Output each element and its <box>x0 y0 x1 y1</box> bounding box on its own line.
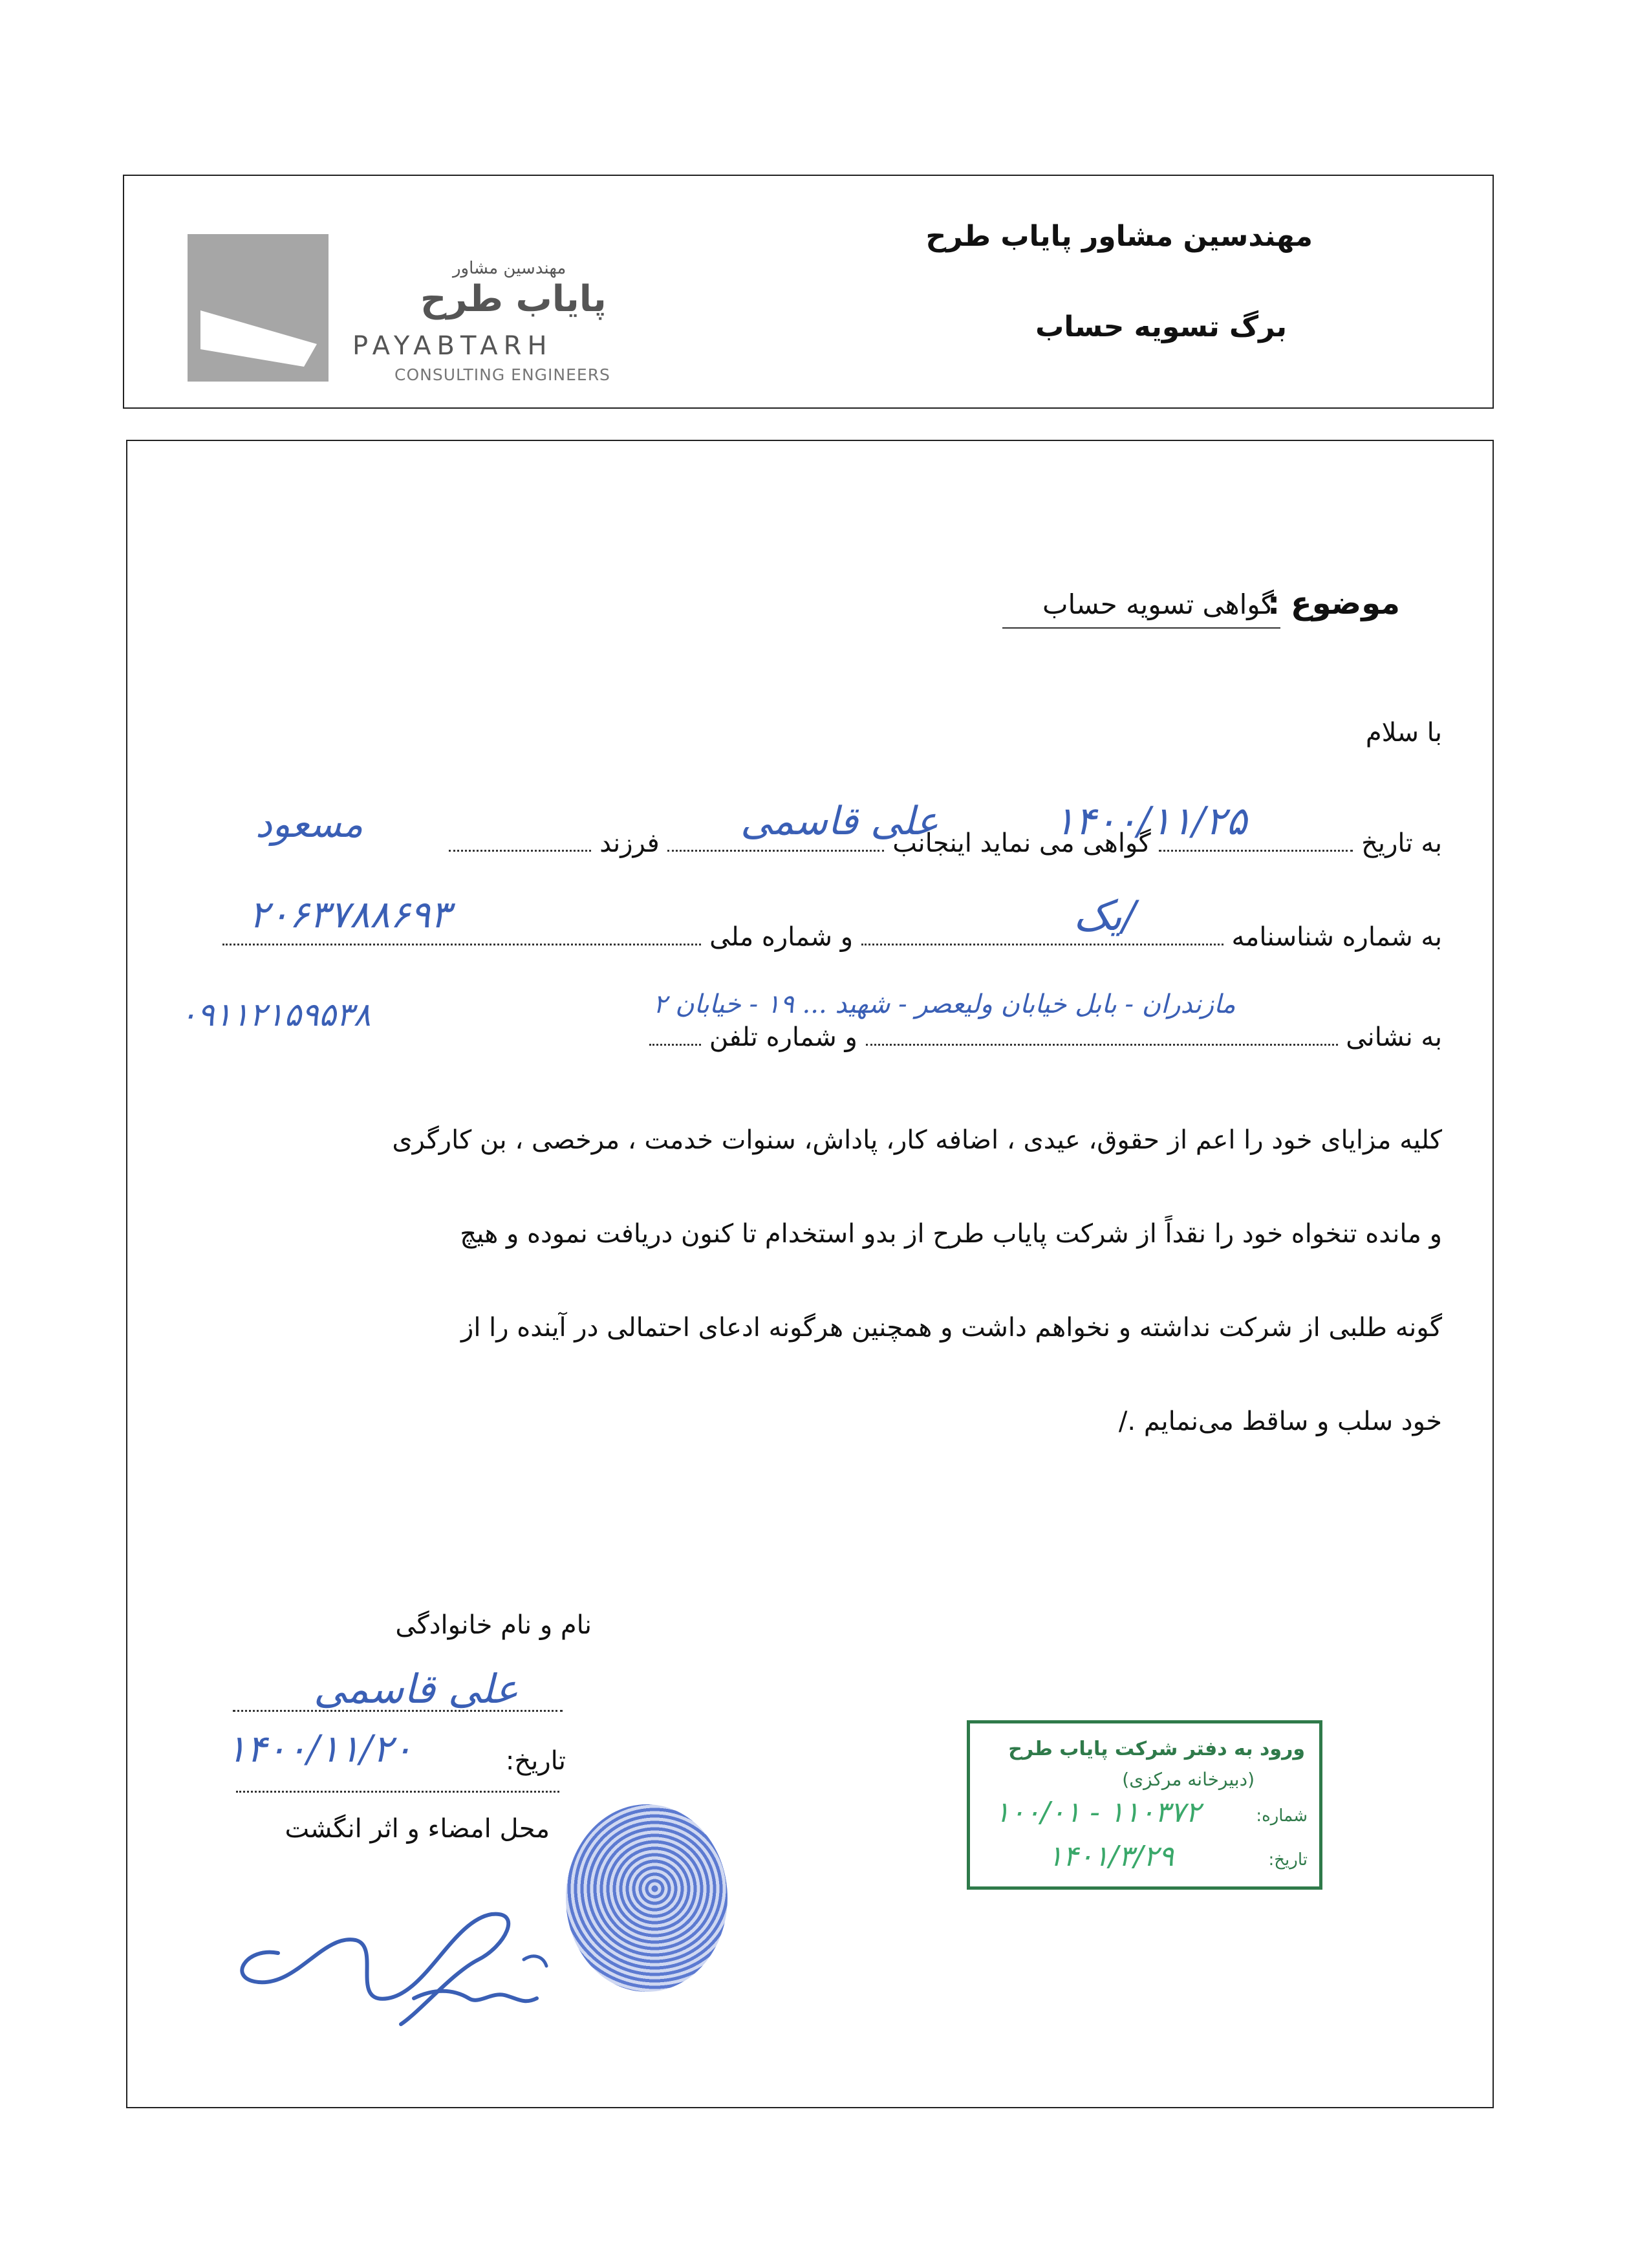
certify-label: گواهی می نماید اینجانب <box>892 828 1151 858</box>
birth-cert-handwriting: یک/ <box>1073 892 1136 940</box>
father-handwriting: مسعود <box>255 802 363 846</box>
paragraph-line-1: کلیه مزایای خود را اعم از حقوق، عیدی ، اضافه کار، پاداش، سنوات خدمت ، مرخصی ، بن کارگری <box>392 1125 1442 1155</box>
header-box <box>123 175 1494 409</box>
father-dots <box>449 828 591 852</box>
name-family-label: نام و نام خانوادگی <box>395 1610 592 1640</box>
fingerprint <box>566 1804 727 1992</box>
stamp-title: ورود به دفتر شرکت پایاب طرح <box>1008 1738 1305 1760</box>
address-label: به نشانی <box>1346 1022 1442 1052</box>
signer-date-dots <box>236 1769 559 1793</box>
phone-handwriting: ۰۹۱۱۲۱۵۹۵۳۸ <box>180 996 371 1033</box>
national-id-handwriting: ۲۰۶۳۷۸۸۶۹۳ <box>249 892 451 936</box>
stamp-subtitle: (دبیرخانه مرکزی) <box>1122 1769 1255 1790</box>
child-label: فرزند <box>599 828 660 858</box>
company-logo <box>188 234 329 382</box>
national-id-label: و شماره ملی <box>709 922 854 952</box>
name-handwriting: علی قاسمی <box>740 799 939 844</box>
field-line-3 <box>649 1022 1442 1052</box>
subject-underline <box>1002 627 1280 629</box>
greeting: با سلام <box>1365 718 1442 748</box>
signer-date-label: تاریخ: <box>505 1746 566 1776</box>
logo-fa: پایاب طرح <box>420 278 607 320</box>
signature-scribble <box>220 1875 582 2044</box>
stamp-date-label: تاریخ: <box>1268 1850 1308 1870</box>
signer-name-handwriting: علی قاسمی <box>314 1665 519 1712</box>
signer-date-handwriting: ۱۴۰۰/۱۱/۲۰ <box>226 1727 413 1771</box>
field-line-1 <box>449 828 1442 858</box>
company-name: مهندسین مشاور پایاب طرح <box>925 220 1313 253</box>
address-dots <box>866 1022 1338 1046</box>
paragraph-line-3: گونه طلبی از شرکت نداشته و نخواهم داشت و همچنین هرگونه ادعای احتمالی در آینده را از <box>461 1313 1442 1343</box>
paragraph-line-4: خود سلب و ساقط می‌نمایم ./ <box>1118 1407 1442 1436</box>
stamp-number-label: شماره: <box>1256 1806 1308 1826</box>
birth-cert-dots <box>861 922 1223 945</box>
phone-label: و شماره تلفن <box>709 1022 857 1052</box>
stamp-number-handwriting: ۱۰۰/۰۱ - ۱۱۰۳۷۲ <box>995 1796 1201 1829</box>
logo-fa-small: مهندسین مشاور <box>453 259 566 278</box>
birth-cert-label: به شماره شناسنامه <box>1231 922 1442 952</box>
subject-label: موضوع : <box>1267 585 1400 621</box>
subject-value: گواهی تسویه حساب <box>1042 589 1274 620</box>
date-label: به تاریخ <box>1361 828 1442 858</box>
date-handwriting: ۱۴۰۰/۱۱/۲۵ <box>1054 799 1247 844</box>
address-handwriting: مازندران - بابل خیابان ولیعصر - شهید ... ۱۹ - خیابان ۲ <box>653 989 1236 1019</box>
logo-en: PAYABTARH <box>352 331 553 361</box>
registry-stamp <box>967 1720 1322 1890</box>
sign-place-label: محل امضاء و اثر انگشت <box>285 1814 550 1844</box>
logo-sub: CONSULTING ENGINEERS <box>394 365 610 384</box>
stamp-date-handwriting: ۱۴۰۱/۳/۲۹ <box>1048 1840 1174 1873</box>
signer-name-dots <box>233 1688 563 1712</box>
paragraph-line-2: و مانده تنخواه خود را نقداً از شرکت پایاب طرح از بدو استخدام تا کنون دریافت نموده و هیچ <box>460 1219 1442 1249</box>
phone-dots <box>649 1022 701 1046</box>
form-name: برگ تسویه حساب <box>1035 310 1287 343</box>
